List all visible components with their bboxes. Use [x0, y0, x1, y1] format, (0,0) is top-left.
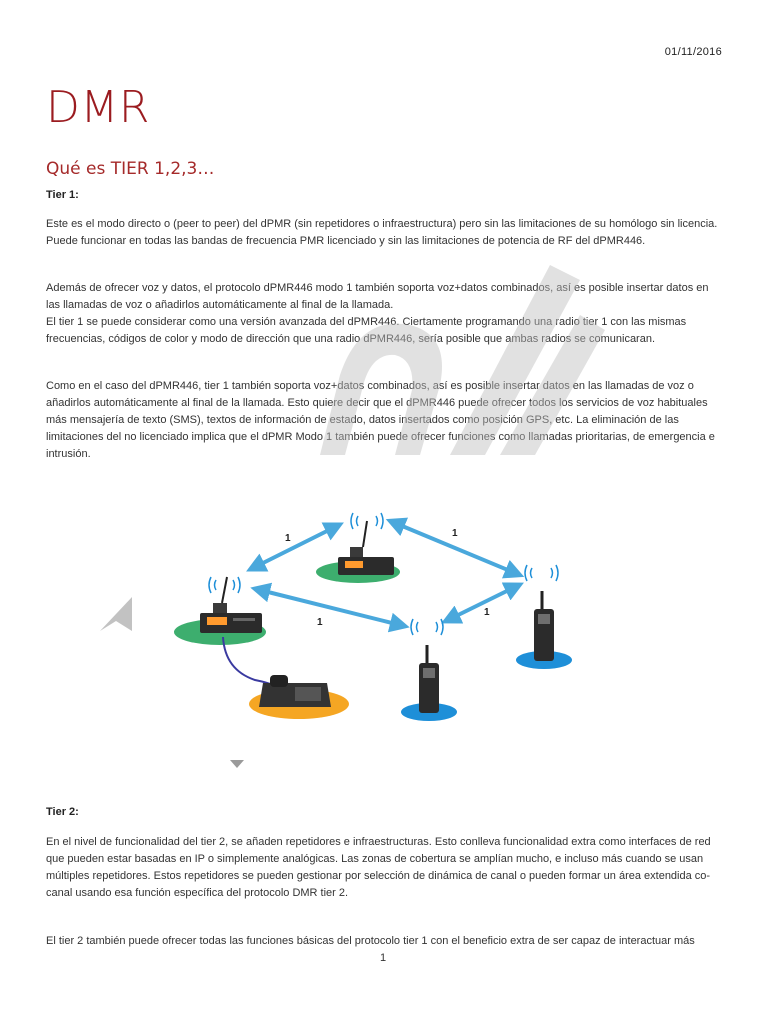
tier1-paragraph-2b: El tier 1 se puede considerar como una versión avanzada del dPMR446. Ciertamente programando una radio tier 1 con las mismas frecuencias, códigos de color y modo de dirección que una radio dPMR446, sería posible que ambas radios se comunicaran.	[46, 316, 687, 345]
document-title: DMR	[46, 82, 150, 133]
chevron-down-icon[interactable]	[230, 760, 244, 768]
tier1-network-diagram	[95, 495, 595, 735]
link-arrow-center-right	[450, 587, 515, 619]
link-label: 1	[484, 607, 490, 618]
tier1-paragraph-2a: Además de ofrecer voz y datos, el protocolo dPMR446 modo 1 también soporta voz+datos combinados, así es posible insertar datos en las llamadas de voz o añadirlos automáticamente al final de la llamada.	[46, 282, 709, 311]
document-date: 01/11/2016	[664, 46, 722, 58]
link-label: 1	[285, 533, 291, 544]
page-number: 1	[380, 952, 387, 964]
tier2-paragraph-2: El tier 2 también puede ofrecer todas las funciones básicas del protocolo tier 1 con el beneficio extra de ser capaz de interactuar más	[46, 935, 695, 947]
tier2-paragraph-1: En el nivel de funcionalidad del tier 2, se añaden repetidores e infraestructuras. Esto conlleva funcionalidad extra como interfaces de red que pueden estar basadas en IP o simplemente analógicas. Las zonas de cobertura se amplían mucho, e incluso más cuando se usan múltiples repetidores. Estos repetidores se pueden gestionar por selección de dinámica de canal o pueden formar un área extendida co-canal usando esa función específica del protocolo DMR tier 2.	[46, 836, 711, 899]
tier2-heading: Tier 2:	[46, 806, 79, 818]
link-label: 1	[452, 528, 458, 539]
previous-page-arrow-icon[interactable]	[98, 595, 136, 635]
link-arrow-left-center	[260, 590, 400, 625]
handheld-radio-icon	[411, 619, 443, 713]
tier1-paragraph-3: Como en el caso del dPMR446, tier 1 también soporta voz+datos combinados, así es posible insertar datos en las llamadas de voz o añadirlos automáticamente al final de la llamada. Esto quiere decir que el dPMR446 puede ofrecer todos los servicios de voz habituales más mensajería de texto (SMS), textos de información de estado, datos insertados como posición GPS, etc. La eliminación de las limitaciones del no licenciado implica que el dPMR Modo 1 también puede ofrecer funciones como llamadas prioritarias, de emergencia e intrusión.	[46, 380, 715, 460]
desk-phone-icon	[259, 675, 331, 707]
handheld-radio-icon	[525, 565, 558, 661]
mobile-radio-icon	[338, 513, 394, 575]
section-subtitle: Qué es TIER 1,2,3…	[46, 159, 215, 179]
mobile-radio-icon	[200, 577, 262, 633]
link-label: 1	[317, 617, 323, 628]
tier1-paragraph-1: Este es el modo directo o (peer to peer) del dPMR (sin repetidores o infraestructura) pero sin las limitaciones de su homólogo sin licencia. Puede funcionar en todas las bandas de frecuencia PMR licenciado y sin las limitaciones de potencia de RF del dPMR446.	[46, 218, 718, 247]
tier1-heading: Tier 1:	[46, 189, 79, 201]
link-arrow-left-top	[255, 527, 335, 567]
